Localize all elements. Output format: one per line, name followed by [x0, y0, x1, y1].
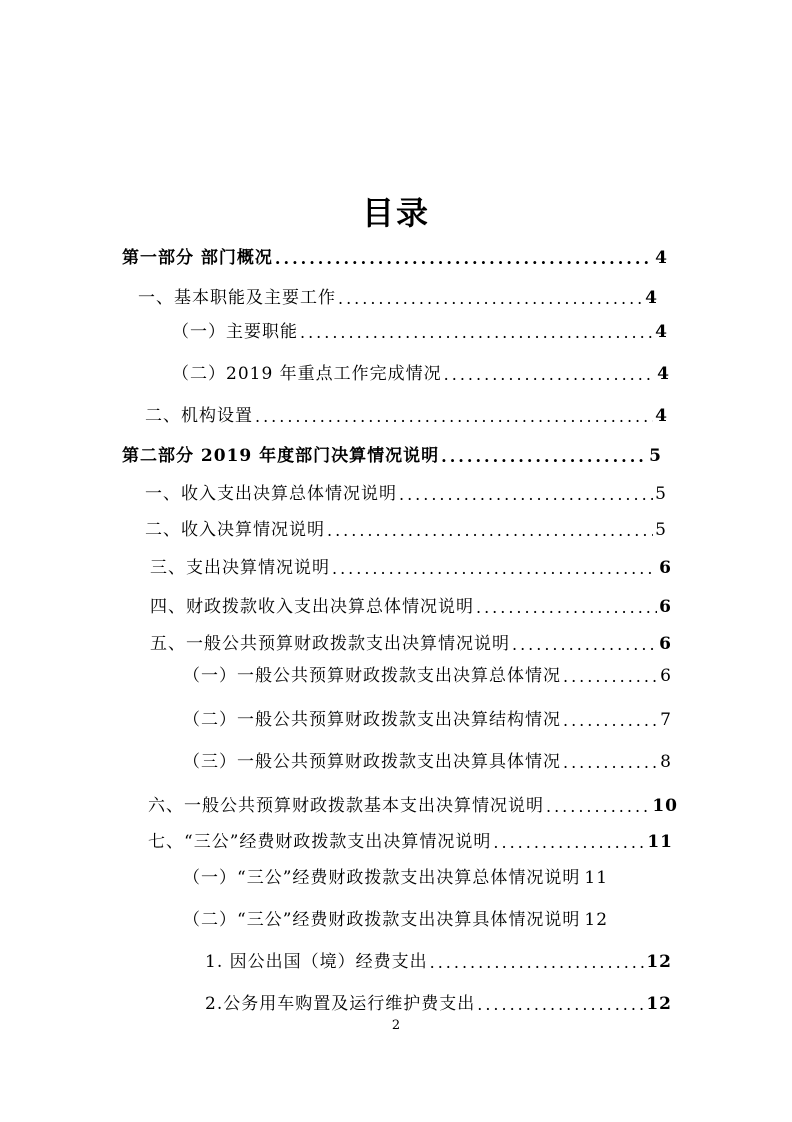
toc-leader-dots	[441, 447, 647, 466]
toc-entry[interactable]	[205, 946, 672, 972]
toc-leader-dots	[300, 323, 653, 342]
toc-leader-dots	[563, 711, 658, 730]
toc-entry-page: 10	[652, 796, 678, 816]
toc-entry-label: 二、收入决算情况说明	[145, 520, 325, 540]
toc-entry-label: 二、机构设置	[145, 406, 253, 426]
toc-entry-label: 第二部分 2019 年度部门决算情况说明	[122, 446, 440, 466]
toc-entry-page: 4	[655, 322, 668, 342]
toc-entry[interactable]	[150, 628, 672, 654]
toc-entry[interactable]	[145, 514, 667, 540]
toc-entry-page: 11	[584, 868, 609, 888]
toc-entry[interactable]	[172, 316, 668, 342]
toc-entry[interactable]	[122, 242, 668, 268]
toc-leader-dots	[563, 753, 658, 772]
toc-entry-page: 11	[647, 832, 673, 852]
toc-entry[interactable]	[172, 358, 670, 384]
toc-leader-dots	[476, 598, 657, 617]
toc-entry-page: 7	[660, 710, 672, 730]
toc-entry-page: 4	[655, 248, 668, 268]
toc-entry-page: 12	[646, 994, 672, 1014]
toc-entry-page: 4	[645, 288, 658, 308]
toc-entry-label: 1. 因公出国（境）经费支出	[205, 952, 428, 972]
toc-entry[interactable]	[148, 826, 673, 852]
toc-entry-page: 6	[659, 597, 672, 617]
toc-entry-page: 6	[659, 634, 672, 654]
toc-entry-page: 6	[660, 666, 672, 686]
toc-leader-dots	[546, 797, 650, 816]
toc-entry-label: （一）主要职能	[172, 322, 298, 342]
toc-entry-label: （一）“三公”经费财政拨款支出决算总体情况说明	[183, 868, 581, 888]
toc-entry-label: （三）一般公共预算财政拨款支出决算具体情况	[183, 752, 561, 772]
page-number: 2	[391, 1018, 401, 1033]
toc-entry-label: 六、一般公共预算财政拨款基本支出决算情况说明	[148, 796, 544, 816]
toc-entry-label: 四、财政拨款收入支出决算总体情况说明	[150, 597, 474, 617]
toc-leader-dots	[493, 833, 645, 852]
toc-entry-page: 12	[646, 952, 672, 972]
toc-entry[interactable]	[148, 790, 678, 816]
toc-entry-label: （一）一般公共预算财政拨款支出决算总体情况	[183, 666, 561, 686]
toc-entry-page: 8	[660, 752, 672, 772]
toc-leader-dots	[338, 289, 643, 308]
toc-leader-dots	[275, 249, 653, 268]
toc-leader-dots	[563, 667, 658, 686]
toc-entry[interactable]	[145, 400, 668, 426]
toc-entry[interactable]	[183, 746, 672, 772]
toc-entry-label: 七、“三公”经费财政拨款支出决算情况说明	[148, 832, 492, 852]
toc-entry-label: （二）一般公共预算财政拨款支出决算结构情况	[183, 710, 561, 730]
toc-entry[interactable]	[122, 440, 662, 466]
toc-entry-label: 五、一般公共预算财政拨款支出决算情况说明	[150, 634, 510, 654]
toc-entry-page: 6	[659, 558, 672, 578]
toc-entry-label: （二）“三公”经费财政拨款支出决算具体情况说明	[183, 910, 581, 930]
toc-leader-dots	[399, 485, 653, 504]
toc-entry[interactable]	[183, 862, 676, 888]
toc-entry[interactable]	[150, 552, 672, 578]
toc-entry-page: 5	[655, 484, 667, 504]
toc-entry-page: 12	[584, 910, 609, 930]
toc-entry[interactable]	[145, 478, 667, 504]
toc-entry-label: 一、基本职能及主要工作	[138, 288, 336, 308]
toc-entry-page: 4	[657, 364, 670, 384]
toc-entry[interactable]	[138, 282, 658, 308]
toc-entry[interactable]	[183, 904, 676, 930]
toc-leader-dots	[444, 365, 655, 384]
toc-entry[interactable]	[205, 988, 672, 1014]
toc-entry-label: 2.公务用车购置及运行维护费支出	[205, 994, 476, 1014]
toc-entry-page: 4	[655, 406, 668, 426]
toc-leader-dots	[430, 953, 645, 972]
toc-entry-page: 5	[649, 446, 662, 466]
toc-entry[interactable]	[183, 660, 672, 686]
toc-entry-label: 一、收入支出决算总体情况说明	[145, 484, 397, 504]
toc-entry-label: 第一部分 部门概况	[122, 248, 273, 268]
toc-leader-dots	[255, 407, 653, 426]
toc-leader-dots	[512, 635, 657, 654]
toc-entry-page: 5	[655, 520, 667, 540]
toc-entry-label: 三、支出决算情况说明	[150, 558, 330, 578]
toc-entry[interactable]	[150, 591, 672, 617]
toc-title: 目录	[361, 194, 430, 232]
toc-leader-dots	[332, 559, 657, 578]
toc-leader-dots	[327, 521, 653, 540]
toc-entry-label: （二）2019 年重点工作完成情况	[172, 364, 442, 384]
toc-leader-dots	[477, 995, 644, 1014]
toc-entry[interactable]	[183, 704, 672, 730]
